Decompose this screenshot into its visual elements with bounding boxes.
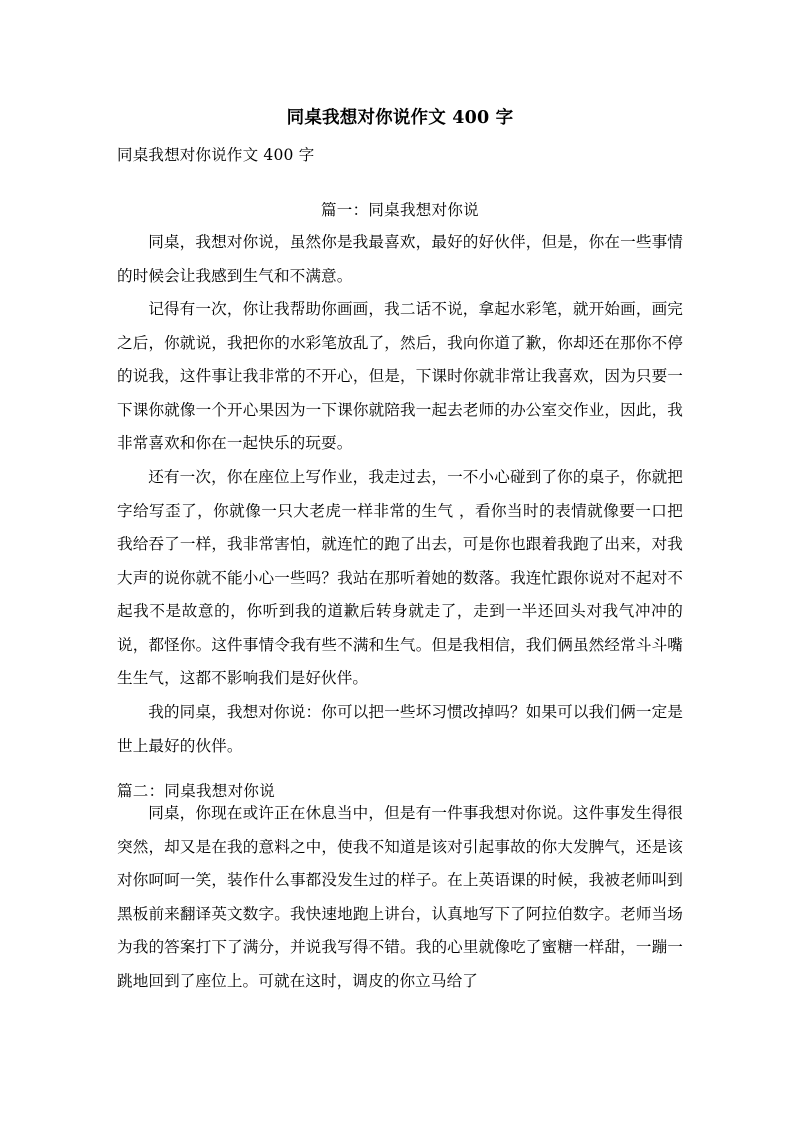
paragraph-1-3: 还有一次，你在座位上写作业，我走过去，一不小心碰到了你的桌子，你就把字给写歪了，你就像一只大老虎一样非常的生气 ，看你当时的表情就像要一口把我给吞了一样，我非常害怕，就连忙的跑了出去，可是你也跟着我跑了出来，对我大声的说你就不能小心一些吗？我站在那听着她的数落。我连忙跟你说对不起对不起我不是故意的，你听到我的道歉后转身就走了，走到一半还回头对我气冲冲的说，都怪你。这件事情令我有些不满和生气。但是我相信，我们俩虽然经常斗斗嘴生生气，这都不影响我们是好伙伴。 (117, 468, 683, 687)
paragraph-1-4: 我的同桌，我想对你说：你可以把一些坏习惯改掉吗？如果可以我们俩一定是世上最好的伙伴。 (117, 703, 683, 755)
section-heading-2: 篇二：同桌我想对你说 (117, 782, 276, 800)
paragraph-2-1: 同桌，你现在或许正在休息当中，但是有一件事我想对你说。这件事发生得很突然，却又是在我的意料之中，使我不知道是该对引起事故的你大发脾气，还是该对你呵呵一笑，装作什么事都没发生过的样子。在上英语课的时候，我被老师叫到黑板前来翻译英文数字。我快速地跑上讲台，认真地写下了阿拉伯数字。老师当场为我的答案打下了满分，并说我写得不错。我的心里就像吃了蜜糖一样甜，一蹦一跳地回到了座位上。可就在这时，调皮的你立马给了 (117, 804, 683, 990)
document-subtitle: 同桌我想对你说作文 400 字 (117, 146, 315, 164)
page-title: 同桌我想对你说作文 400 字 (286, 108, 514, 128)
paragraph-1-2: 记得有一次，你让我帮助你画画，我二话不说，拿起水彩笔，就开始画，画完之后，你就说，我把你的水彩笔放乱了，然后，我向你道了歉，你却还在那你不停的说我，这件事让我非常的不开心，但是，下课时你就非常让我喜欢，因为只要一下课你就像一个开心果因为一下课你就陪我一起去老师的办公室交作业，因此，我非常喜欢和你在一起快乐的玩耍。 (117, 300, 683, 452)
paragraph-1-1: 同桌，我想对你说，虽然你是我最喜欢，最好的好伙伴，但是，你在一些事情的时候会让我感到生气和不满意。 (117, 233, 683, 285)
section-heading-1: 篇一：同桌我想对你说 (320, 201, 479, 219)
